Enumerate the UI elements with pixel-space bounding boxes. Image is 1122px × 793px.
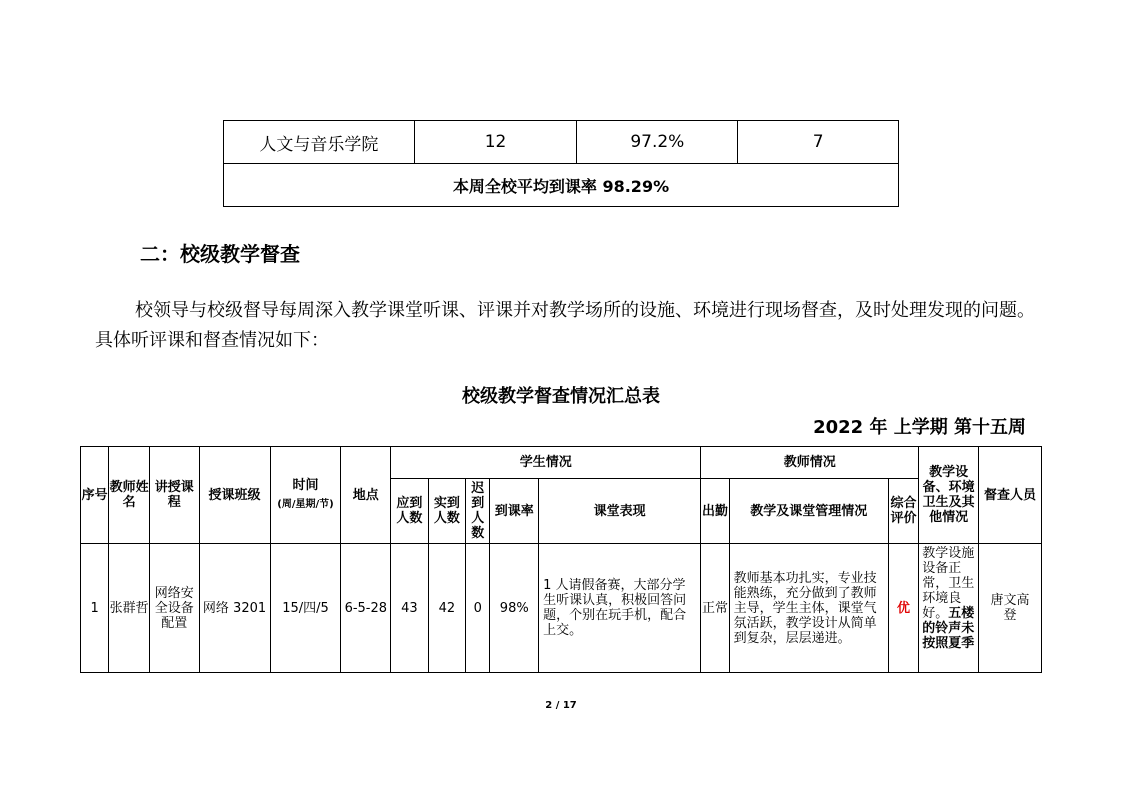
header-time-label: 时间 xyxy=(292,478,319,493)
cell-attendance: 正常 xyxy=(701,544,729,673)
cell-teacher-name: 张群哲 xyxy=(109,544,150,673)
header-overall: 综合评价 xyxy=(888,479,918,544)
cell-location: 6-5-28 xyxy=(341,544,391,673)
header-performance: 课堂表现 xyxy=(539,479,701,544)
table-row xyxy=(224,164,899,207)
cell-class: 网络 3201 xyxy=(199,544,270,673)
table-row xyxy=(81,544,1042,673)
cell-inspector: 唐文高登 xyxy=(979,544,1042,673)
header-rate: 到课率 xyxy=(490,479,539,544)
header-no: 序号 xyxy=(81,447,109,544)
header-attendance: 出勤 xyxy=(701,479,729,544)
inspection-summary-table xyxy=(80,446,1042,673)
attendance-rate-cell: 97.2% xyxy=(577,121,738,164)
summary-table-title: 校级教学督查情况汇总表 xyxy=(462,386,660,407)
intro-text: 校领导与校级督导每周深入教学课堂听课、评课并对教学场所的设施、环境进行现场督查，及时处理发现的问题。具体听评课和督查情况如下： xyxy=(95,300,1035,351)
cell-no: 1 xyxy=(81,544,109,673)
header-teacher-group: 教师情况 xyxy=(701,447,919,479)
header-course: 讲授课程 xyxy=(149,447,199,544)
intro-paragraph xyxy=(95,296,1035,356)
header-time-sub: (周/星期/节) xyxy=(277,499,334,510)
header-time xyxy=(270,447,341,544)
header-late: 迟到人数 xyxy=(466,479,490,544)
cell-management: 教师基本功扎实，专业技能熟练，充分做到了教师主导，学生主体，课堂气氛活跃，教学设计从简单到复杂，层层递进。 xyxy=(729,544,888,673)
header-class: 授课班级 xyxy=(199,447,270,544)
table-header-row xyxy=(81,447,1042,479)
cell-actual: 42 xyxy=(428,544,466,673)
page-number: 2 / 17 xyxy=(545,700,577,711)
school-average-rate: 本周全校平均到课率 98.29% xyxy=(224,164,899,207)
header-inspector: 督查人员 xyxy=(979,447,1042,544)
absent-count-cell: 7 xyxy=(738,121,899,164)
header-teacher-name: 教师姓名 xyxy=(109,447,150,544)
college-cell: 人文与音乐学院 xyxy=(224,121,415,164)
cell-late: 0 xyxy=(466,544,490,673)
header-student-group: 学生情况 xyxy=(391,447,701,479)
header-location: 地点 xyxy=(341,447,391,544)
term-label: 2022 年 上学期 第十五周 xyxy=(813,417,1026,438)
table-row xyxy=(224,121,899,164)
cell-expected: 43 xyxy=(391,544,429,673)
cell-rate: 98% xyxy=(490,544,539,673)
cell-course: 网络安全设备配置 xyxy=(149,544,199,673)
environment-bold-text: 五楼的铃声未按照夏季 xyxy=(922,606,975,651)
cell-overall: 优 xyxy=(888,544,918,673)
header-expected: 应到人数 xyxy=(391,479,429,544)
header-environment: 教学设备、环境卫生及其他情况 xyxy=(919,447,979,544)
cell-performance: 1 人请假备赛，大部分学生听课认真，积极回答问题，个别在玩手机，配合上交。 xyxy=(539,544,701,673)
header-actual: 实到人数 xyxy=(428,479,466,544)
cell-time: 15/四/5 xyxy=(270,544,341,673)
cell-environment xyxy=(919,544,979,673)
section-heading: 二：校级教学督查 xyxy=(140,242,300,266)
attendance-table xyxy=(223,120,899,207)
environment-normal-text: 教学设施设备正常，卫生环境良好。 xyxy=(922,546,975,621)
class-count-cell: 12 xyxy=(414,121,577,164)
header-management: 教学及课堂管理情况 xyxy=(729,479,888,544)
